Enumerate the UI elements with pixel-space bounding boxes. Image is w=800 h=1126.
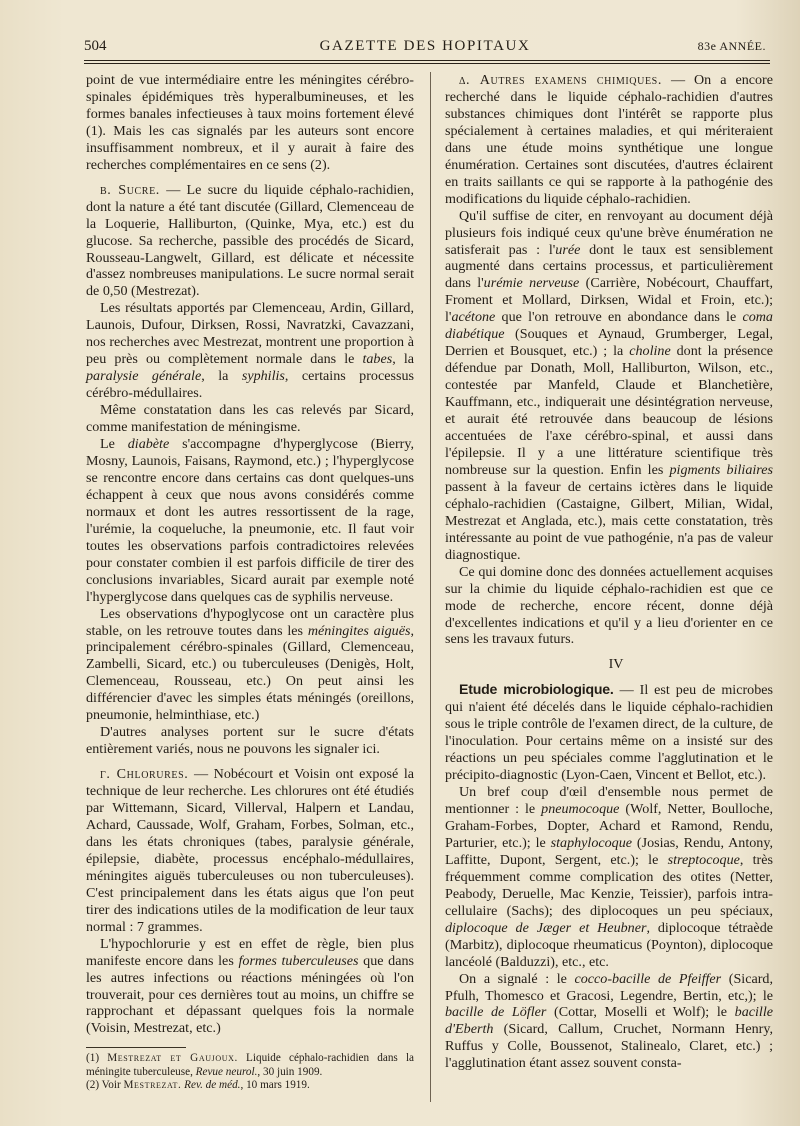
paragraph: Un bref coup d'œil d'ensemble nous permet de mentionner : le pneumocoque (Wolf, Netter, Boulloche, Graham-Forbes, Dopter, Achard et Ramond, Rendu, Parturier, etc.); le staphylocoque (Josias, Rendu, Antony, Laffitte, Dupont, Sergent, etc.); le streptocoque, très fréquemment comme complication des otites (Netter, Peabody, Deruelle, Mac Kenzie, Teissier), parfois intra-cellulaire (Sachs); des diplocoques un peu spéciaux, diplocoque de Jæger et Heubner, diplocoque tétraède (Marbitz), diplocoque rheumaticus (Poynton), diplocoque lancéolé (Balduzzi), etc., etc. [445, 784, 773, 970]
paragraph: Qu'il suffise de citer, en renvoyant au document déjà plusieurs fois indiqué ceux qu'une brève énumération ne satisferait pas : l'urée dont le taux est sensiblement augmenté dans certains processus, et particulièrement dans l'urémie nerveuse (Carrière, Nobécourt, Chauffart, Froment et Mollard, Dirksen, Widal et Froin, etc.); l'acétone que l'on retrouve en abondance dans le coma diabétique (Souques et Aynaud, Grumberger, Legal, Derrien et Bousquet, etc.) ; la choline dont la présence défendue par Donath, Moll, Halliburton, Wilson, etc., contestée par Manfeld, Claude et Blanchetière, Kauffmann, etc., indiquerait une désintégration nerveuse, et aurait été retrouvée dans beaucoup de lésions accentuées de l'axe cérébro-spinal, et aussi dans l'épilepsie. Il y a une littérature scientifique très nombreuse sur la question. Enfin les pigments biliaires passent à la faveur de certains ictères dans le liquide céphalo-rachidien (Castaigne, Gilbert, Milian, Widal, Mestrezat et Anglada, etc.), mais cette constatation, très intéressante au point de vue pathogénie, n'a pas de valeur diagnostique. [445, 207, 774, 563]
year-label: 83e ANNÉE. [697, 39, 766, 53]
header-rule [84, 60, 770, 64]
footnote-rule [86, 1047, 186, 1048]
paragraph-sucre: β. Sucre. — Le sucre du liquide céphalo-rachidien, dont la nature a été tant discutée (Gillard, Clemenceau de la Loquerie, Halliburton, (Quinke, Mya, etc.) est du glucose. Sa recherche, passible des procédés de Sicard, Rousseau-Langwelt, Gillard, est délicate et nécessite d'assez nombreuses manipulations. Le sucre normal serait de 0,50 (Mestrezat). [86, 181, 414, 300]
paragraph: Ce qui domine donc des données actuellement acquises sur la chimie du liquide céphalo-rachidien est que ce mode de recherche, encore récent, donne déjà d'excellentes indications et qu'il y a lieu d'orienter en ce sens les travaux futurs. [445, 563, 773, 648]
footnote-2: (2) Voir Mestrezat. Rev. de méd., 10 mars 1919. [86, 1079, 310, 1092]
paragraph: Les résultats apportés par Clemenceau, Ardin, Gillard, Launois, Dufour, Dirksen, Rossi, Navratzki, Cavazzani, nos recherches avec Mestrezat, montrent une proportion à peu près ou complètement normale dans le tabes, la paralysie générale, la syphilis, certains processus cérébro-médullaires. [86, 300, 414, 402]
paragraph: Le diabète s'accompagne d'hyperglycose (Bierry, Mosny, Launois, Faisans, Raymond, etc.) ; l'hyperglycose se rencontre encore dans certains cas dont quelques-uns échappent à ceux que nous avons considérés comme normaux et dont les autres ressortissent de la rage, l'urémie, la coqueluche, la pneumonie, etc. Il faut voir toutes les observations parfois contradictoires relevées pour constater combien il est parfois difficile de tirer des conclusions invariables, Sicard aurait par exemple noté l'hyperglycose dans quelques cas de syphilis nerveuse. [86, 436, 415, 605]
section-label-sucre: β. Sucre. [100, 181, 160, 198]
journal-title: GAZETTE DES HOPITAUX [319, 38, 531, 54]
paragraph: D'autres analyses portent sur le sucre d'états entièrement variés, nous ne pouvons les signaler ici. [86, 724, 414, 758]
left-column [86, 72, 414, 1093]
paragraph: point de vue intermédiaire entre les méningites cérébro-spinales épidémiques très hyperalbumineuses, et les formes banales infectieuses à taux moins fortement élevé (1). Mais les cas signalés par les auteurs sont encore insuffisamment nombreux, et il y aurait à faire des recherches complémentaires en ce sens (2). [86, 72, 414, 173]
section-label-autres: δ. Autres examens chimiques. [459, 72, 662, 88]
page-header [80, 36, 770, 60]
paragraph-chlorures: γ. Chlorures. — Nobécourt et Voisin ont exposé la technique de leur recherche. Les chlorures ont été étudiés par Wittemann, Sicard, Villerval, Halpern et Landau, Achard, Caussade, Wolf, Graham, Forbes, Solman, etc., dans les états chroniques (tabes, paralysie générale, épilepsie, diabète, processus encéphalo-médullaires, méningites aiguës tuberculeuses ou non tuberculeuses). C'est principalement dans les états aigus que l'on peut tirer des indications utiles de la modification de leur taux normal : 7 grammes. [86, 766, 414, 935]
paragraph-autres-examens: δ. Autres examens chimiques. — On a encore recherché dans le liquide céphalo-rachidien d'autres substances chimiques dont l'intérêt se rapporte plus spécialement à certaines maladies, et qui mériteraient dans une étude moins synthétique une longue énumération. Certaines sont discutées, d'autres éclairent en traits saillants ce qui se rapporte à la pathogénie des modifications du liquide céphalo-rachidien. [445, 72, 773, 207]
paragraph: Les observations d'hypoglycose ont un caractère plus stable, on les retrouve toutes dans les méningites aiguës, principalement cérébro-spinales (Gillard, Clemenceau, Zambelli, Sicard, etc.) ou tuberculeuses (Denigès, Holt, Clemenceau, Rousseau, etc.) On peut ainsi les différencier d'avec les simples états méningés (oreillons, pneumonie, helminthiase, etc.) [86, 605, 414, 724]
section-heading-microbiologique: Etude microbiologique. [459, 681, 614, 698]
paragraph: On a signalé : le cocco-bacille de Pfeiffer (Sicard, Pfulh, Thomesco et Gracosi, Legendre, Bertin, etc,); le bacille de Löfler (Cottar, Moselli et Wolf); le bacille d'Eberth (Sicard, Callum, Cruchet, Normann Henry, Ruffus y Colle, Boussenot, Stalinealo, Claret, etc.) ; l'agglutination étant assez souvent consta- [445, 970, 773, 1072]
section-numeral: IV [608, 656, 624, 673]
page-number: 504 [84, 38, 107, 54]
section-label-chlorures: γ. Chlorures. [100, 766, 189, 783]
footnote-1: (1) Mestrezat et Gaujoux. Liquide céphalo-rachidien dans la méningite tuberculeuse, Revue neurol., 30 juin 1909. [86, 1052, 415, 1078]
paragraph-microbiologique: Etude microbiologique. — Il est peu de microbes qui n'aient été décelés dans le liquide céphalo-rachidien sous le triple contrôle de l'examen direct, de la culture, de l'inoculation. Pour certains même on a insisté sur des réactions un peu spéciales comme l'agglutination et le précipito-diagnostic (Lyon-Caen, Vincent et Bellot, etc.). [445, 681, 773, 784]
paragraph: L'hypochlorurie y est en effet de règle, bien plus manifeste encore dans les formes tuberculeuses que dans les autres infections ou réactions méningées où l'on trouverait, pour ces dernières tout au moins, un chiffre se rapprochant et dépassant quelques fois la normale (Voisin, Mestrezat, etc.) [86, 935, 414, 1037]
paragraph: Même constatation dans les cas relevés par Sicard, comme manifestation de méningisme. [86, 402, 414, 436]
right-column [445, 72, 773, 1072]
column-divider [430, 72, 431, 1102]
